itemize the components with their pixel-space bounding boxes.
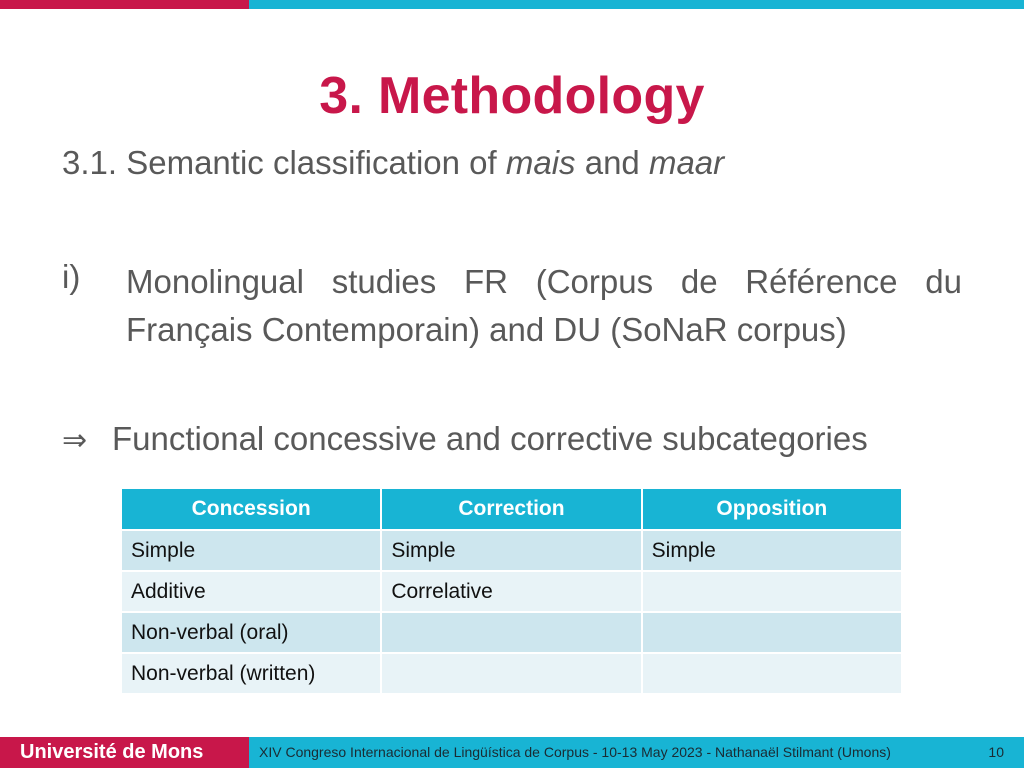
implies-arrow-icon: ⇒	[62, 423, 88, 458]
page-number: 10	[988, 744, 1004, 760]
table-cell: Correlative	[381, 571, 641, 612]
table-row	[121, 653, 902, 694]
table-cell: Non-verbal (oral)	[121, 612, 381, 653]
table-cell	[642, 612, 902, 653]
list-marker: i)	[62, 258, 81, 295]
table-cell	[381, 653, 641, 694]
table-cell: Simple	[381, 530, 641, 571]
table-row	[121, 612, 902, 653]
implication-line	[62, 420, 868, 458]
table-cell: Simple	[121, 530, 381, 571]
table-row	[121, 571, 902, 612]
slide-title: 3. Methodology	[319, 67, 705, 125]
header-concession: Concession	[121, 488, 381, 530]
top-bar-red-segment	[0, 0, 249, 9]
subtitle-prefix: 3.1. Semantic classification of	[62, 144, 506, 181]
conference-info: XIV Congreso Internacional de Lingüística de Corpus - 10-13 May 2023 - Nathanaël Stilmant (Umons)	[259, 744, 891, 760]
table-cell	[642, 653, 902, 694]
table-row	[121, 530, 902, 571]
table-cell: Additive	[121, 571, 381, 612]
top-accent-bar	[0, 0, 1024, 9]
implication-text: Functional concessive and corrective subcategories	[112, 420, 868, 457]
top-bar-cyan-segment	[249, 0, 1024, 9]
footer-info-bar	[249, 737, 1024, 768]
header-opposition: Opposition	[642, 488, 902, 530]
subtitle-term-maar: maar	[648, 144, 725, 181]
university-name: Université de Mons	[0, 737, 249, 768]
list-item-text: Monolingual studies FR (Corpus de Référence du Français Contemporain) and DU (SoNaR corpus)	[126, 263, 962, 348]
table-cell: Non-verbal (written)	[121, 653, 381, 694]
table-cell	[381, 612, 641, 653]
section-subtitle	[62, 144, 724, 182]
subtitle-middle: and	[575, 144, 649, 181]
table-header-row	[121, 488, 902, 530]
subtitle-term-mais: mais	[505, 144, 576, 181]
subcategory-table	[120, 487, 903, 695]
table-cell: Simple	[642, 530, 902, 571]
table-cell	[642, 571, 902, 612]
header-correction: Correction	[381, 488, 641, 530]
slide-footer	[0, 737, 1024, 768]
